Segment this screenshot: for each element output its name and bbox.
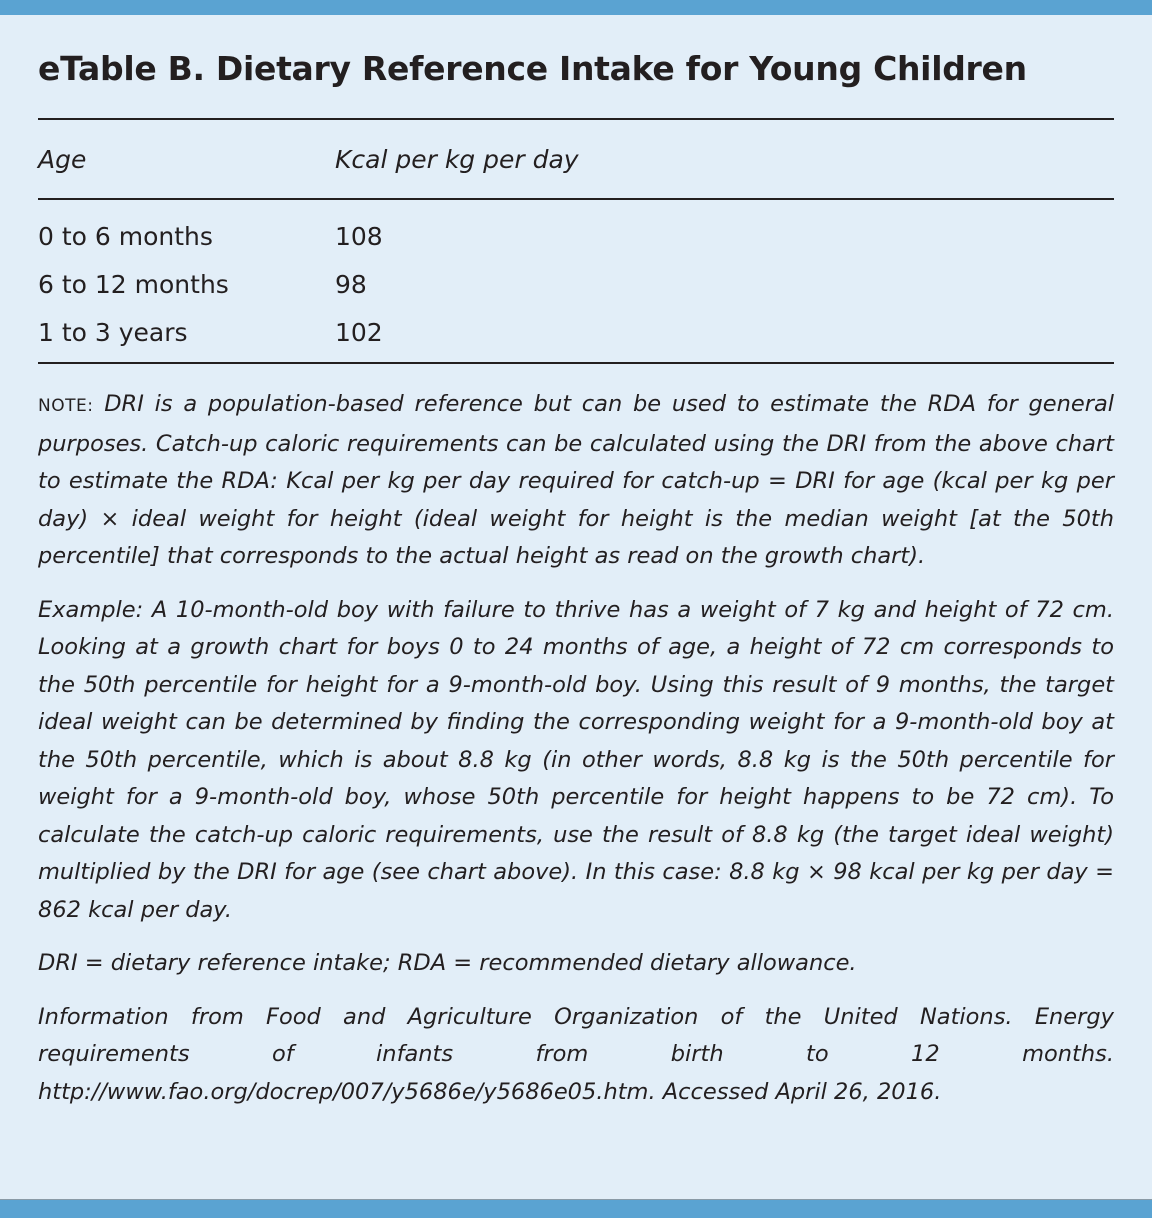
dri-table — [38, 120, 1114, 364]
etable — [38, 44, 1114, 1111]
table-row — [38, 308, 1114, 363]
note-text: DRI is a population-based reference but can be used to estimate the RDA for general purposes. Catch-up caloric requirements can be calculated using the DRI from the above chart to estimate the RDA: Kcal per kg per day required for catch-up = DRI for age (kcal per kg per day) × ideal weight for height (ideal weight for height is the median weight [at the 50th percentile] that corresponds to the actual height as read on the growth chart). — [38, 391, 1114, 569]
table-row — [38, 260, 1114, 308]
note-paragraph — [38, 386, 1114, 576]
table-row — [38, 199, 1114, 260]
kcal-cell: 108 — [335, 221, 383, 251]
age-cell: 0 to 6 months — [38, 221, 213, 251]
age-cell: 6 to 12 months — [38, 269, 229, 299]
age-cell: 1 to 3 years — [38, 317, 188, 347]
bottom-accent-bar — [0, 1199, 1152, 1218]
note-label: NOTE: — [38, 396, 94, 416]
source-citation: Information from Food and Agriculture Organization of the United Nations. Energy requirements of infants from birth to 12 months. http://www.fao.org/docrep/007/y5686e/y5686e05.htm. Accessed April 26, 2016. — [38, 1003, 1114, 1105]
header-kcal: Kcal per kg per day — [335, 144, 579, 174]
example-paragraph: Example: A 10-month-old boy with failure to thrive has a weight of 7 kg and height of 72 cm. Looking at a growth chart for boys 0 to 24 months of age, a height of 72 cm corresponds to the 50th percentile for height for a 9-month-old boy. Using this result of 9 months, the target ideal weight can be determined by finding the corresponding weight for a 9-month-old boy at the 50th percentile, which is about 8.8 kg (in other words, 8.8 kg is the 50th percentile for weight for a 9-month-old boy, whose 50th percentile for height happens to be 72 cm). To calculate the catch-up caloric requirements, use the result of 8.8 kg (the target ideal weight) multiplied by the DRI for age (see chart above). In this case: 8.8 kg × 98 kcal per kg per day = 862 kcal per day. — [38, 596, 1114, 923]
kcal-cell: 102 — [335, 317, 383, 347]
header-row — [38, 120, 1114, 199]
table-title: eTable B. Dietary Reference Intake for Young Children — [38, 49, 1027, 88]
abbreviations: DRI = dietary reference intake; RDA = recommended dietary allowance. — [38, 950, 857, 976]
top-accent-bar — [0, 0, 1152, 15]
header-age: Age — [38, 144, 87, 174]
kcal-cell: 98 — [335, 269, 367, 299]
